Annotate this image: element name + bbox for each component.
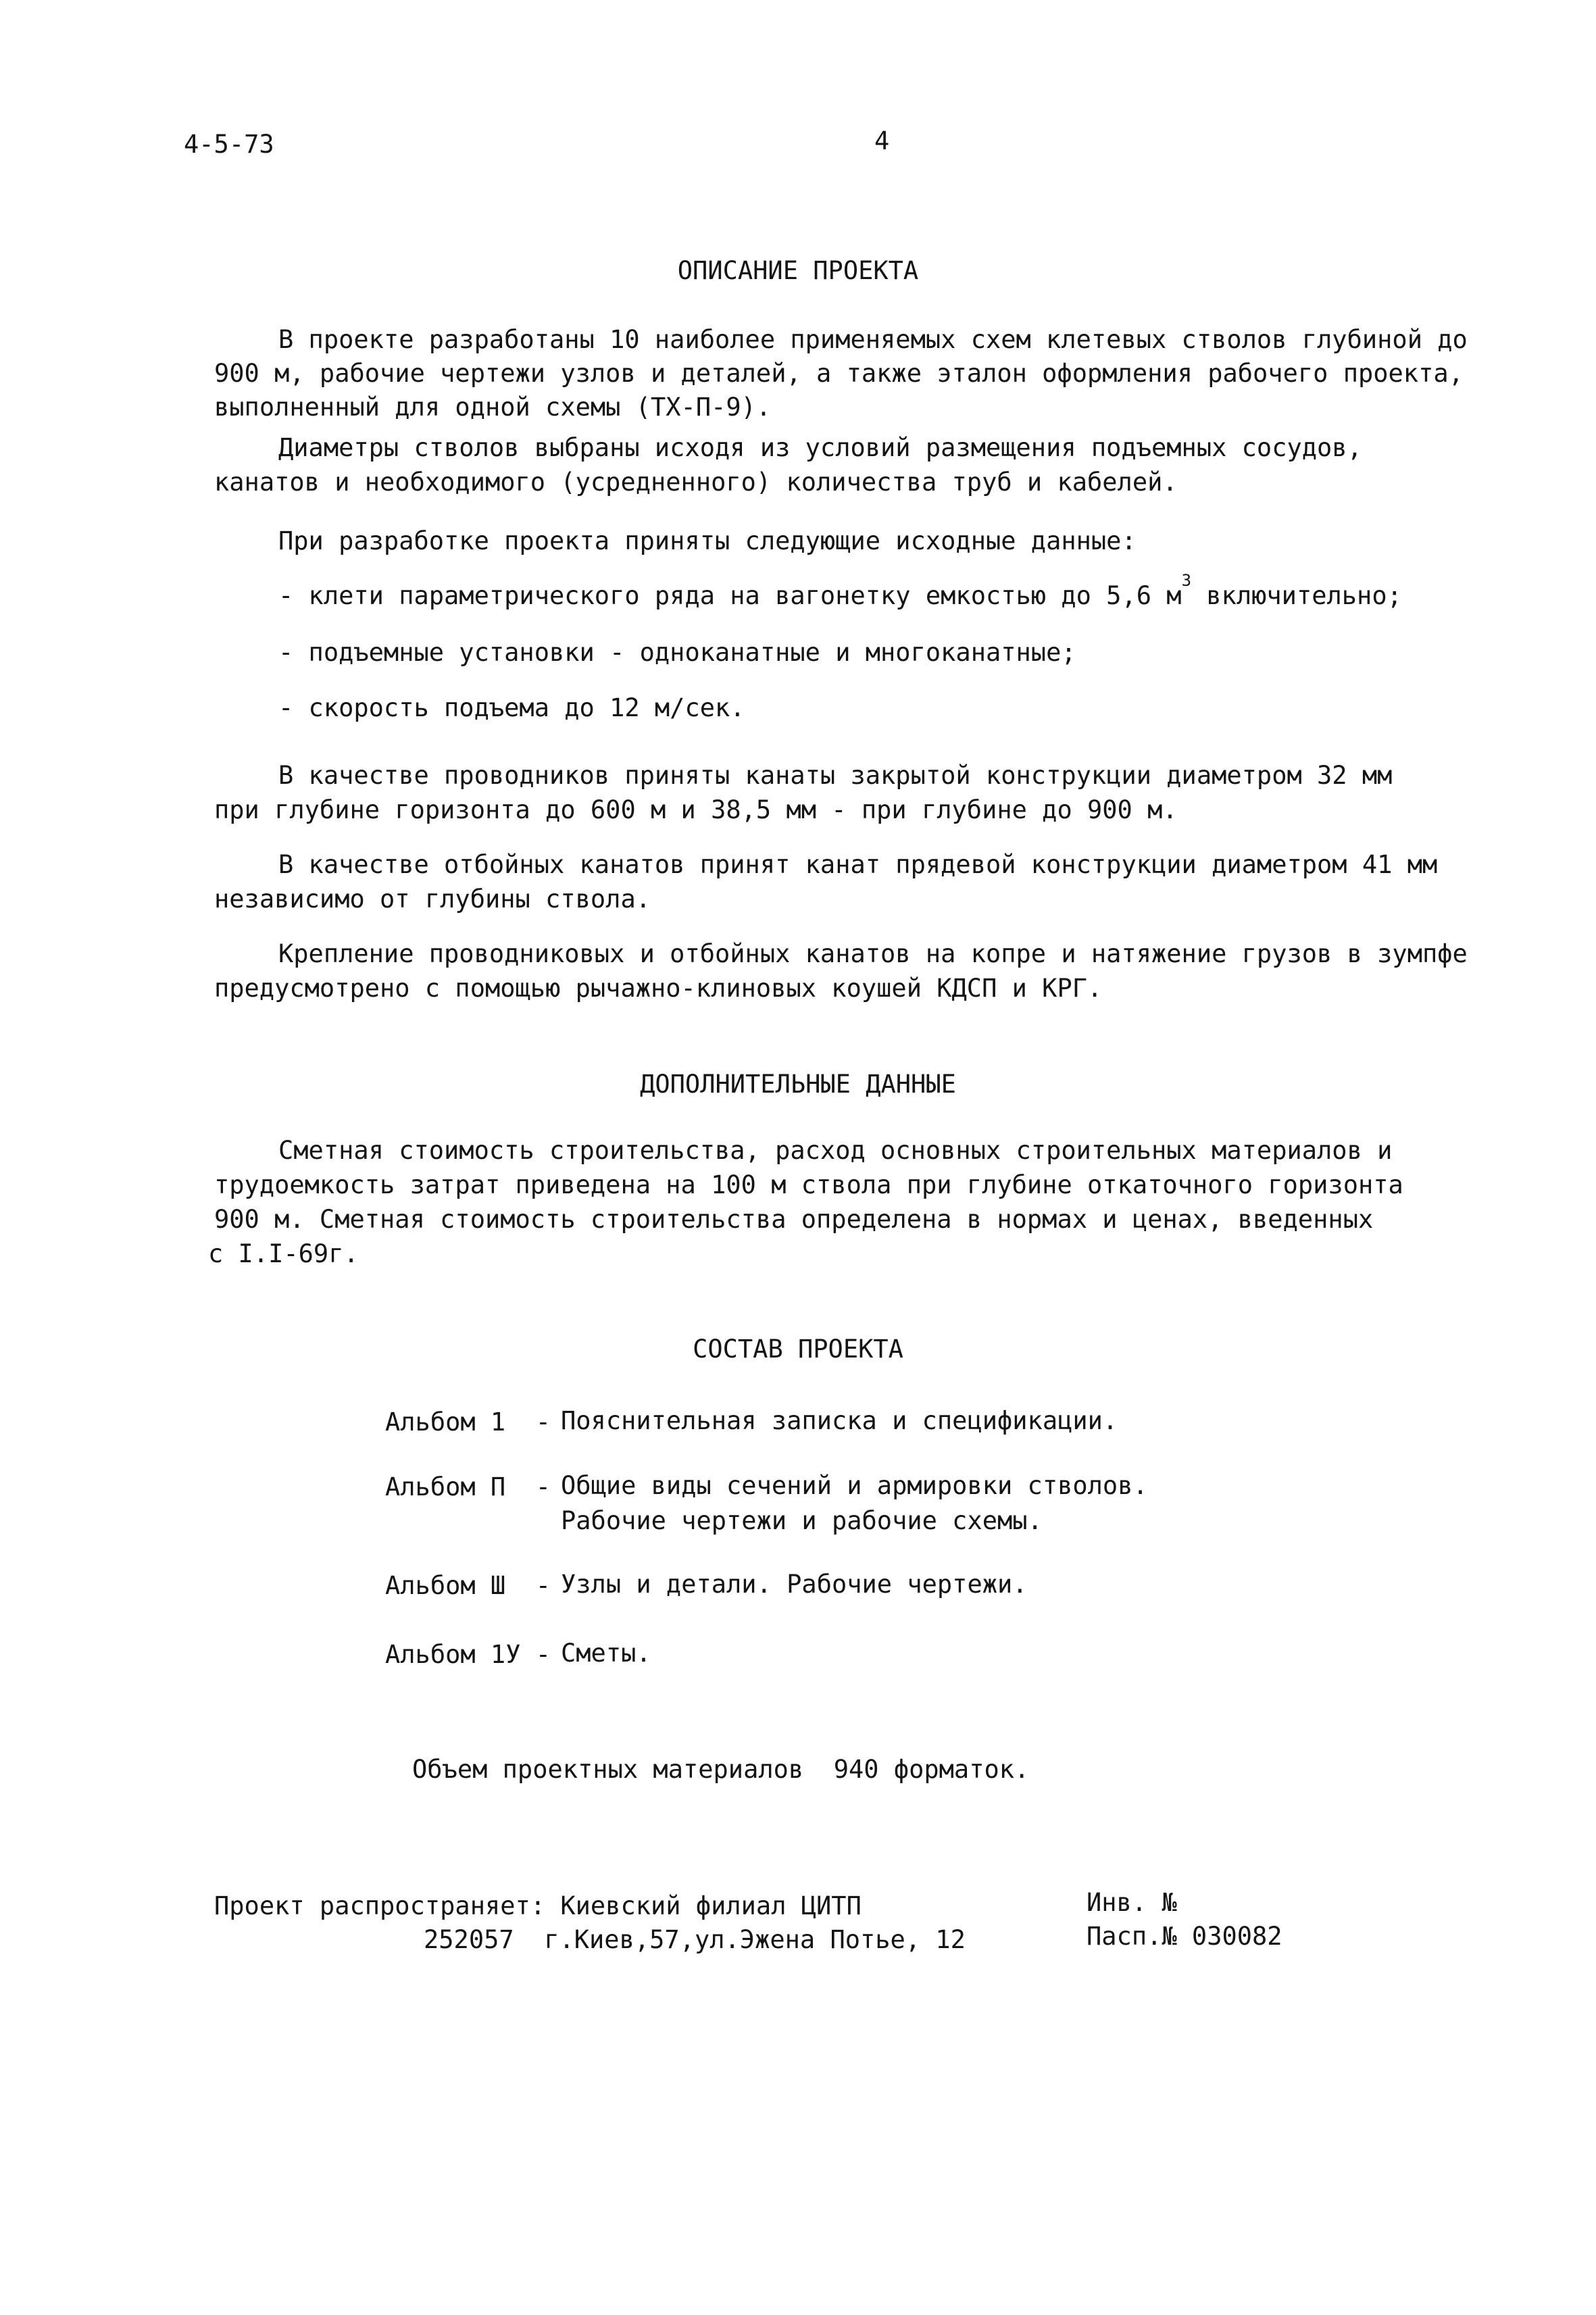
album-description: Общие виды сечений и армировки стволов. <box>561 1471 1148 1500</box>
album-description: Сметы. <box>561 1639 651 1668</box>
bullet-text: - клети параметрического ряда на вагонетку емкостью до 5,6 м <box>278 581 1182 610</box>
paragraph-line: Крепление проводниковых и отбойных канатов на копре и натяжение грузов в зумпфе <box>278 939 1468 968</box>
album-description: Рабочие чертежи и рабочие схемы. <box>561 1506 1043 1535</box>
paragraph-line: 900 м, рабочие чертежи узлов и деталей, а также эталон оформления рабочего проекта, <box>214 359 1464 388</box>
paragraph-line: с I.I-69г. <box>208 1239 359 1268</box>
paragraph-line: В качестве проводников приняты канаты закрытой конструкции диаметром 32 мм <box>278 761 1393 790</box>
paragraph-line: канатов и необходимого (усредненного) количества труб и кабелей. <box>214 468 1178 497</box>
section-title-description: ОПИСАНИЕ ПРОЕКТА <box>677 256 919 285</box>
paragraph-line: предусмотрено с помощью рычажно-клиновых коушей КДСП и КРГ. <box>214 974 1103 1003</box>
album-description: Узлы и детали. Рабочие чертежи. <box>561 1570 1028 1599</box>
paragraph-line: трудоемкость затрат приведена на 100 м ствола при глубине откаточного горизонта <box>214 1170 1403 1199</box>
bullet-item: - скорость подъема до 12 м/сек. <box>278 693 745 722</box>
page-number: 4 <box>874 126 890 155</box>
paragraph-line: при глубине горизонта до 600 м и 38,5 мм - при глубине до 900 м. <box>214 795 1178 824</box>
paragraph-line: выполненный для одной схемы (ТХ-П-9). <box>214 393 772 422</box>
superscript: 3 <box>1181 571 1192 590</box>
album-label: Альбом П - <box>385 1472 551 1501</box>
section-title-composition: СОСТАВ ПРОЕКТА <box>693 1335 903 1364</box>
bullet-item <box>278 571 1402 614</box>
distributor: Проект распространяет: Киевский филиал ЦИТП <box>214 1891 862 1920</box>
passport-number: Пасп.№ 030082 <box>1087 1922 1282 1951</box>
inventory-number: Инв. № <box>1087 1888 1177 1917</box>
paragraph-line: При разработке проекта приняты следующие исходные данные: <box>278 526 1137 555</box>
paragraph-line: В проекте разработаны 10 наиболее применяемых схем клетевых стволов глубиной до <box>278 325 1468 354</box>
bullet-text: включительно; <box>1191 581 1402 610</box>
album-label: Альбом 1 - <box>385 1408 551 1437</box>
volume-note: Объем проектных материалов 940 форматок. <box>412 1755 1030 1784</box>
paragraph-line: Сметная стоимость строительства, расход основных строительных материалов и <box>278 1136 1393 1165</box>
section-title-additional: ДОПОЛНИТЕЛЬНЫЕ ДАННЫЕ <box>640 1070 956 1099</box>
paragraph-line: 900 м. Сметная стоимость строительства определена в нормах и ценах, введенных <box>214 1205 1374 1234</box>
album-label: Альбом Ш - <box>385 1571 551 1600</box>
address: 252057 г.Киев,57,ул.Эжена Потье, 12 <box>424 1925 966 1954</box>
paragraph-line: В качестве отбойных канатов принят канат прядевой конструкции диаметром 41 мм <box>278 850 1438 879</box>
album-description: Пояснительная записка и спецификации. <box>561 1406 1118 1435</box>
document-code: 4-5-73 <box>184 130 274 159</box>
album-label: Альбом 1У - <box>385 1640 551 1669</box>
bullet-item: - подъемные установки - одноканатные и многоканатные; <box>278 638 1076 667</box>
paragraph-line: Диаметры стволов выбраны исходя из условий размещения подъемных сосудов, <box>278 433 1362 462</box>
paragraph-line: независимо от глубины ствола. <box>214 885 651 914</box>
